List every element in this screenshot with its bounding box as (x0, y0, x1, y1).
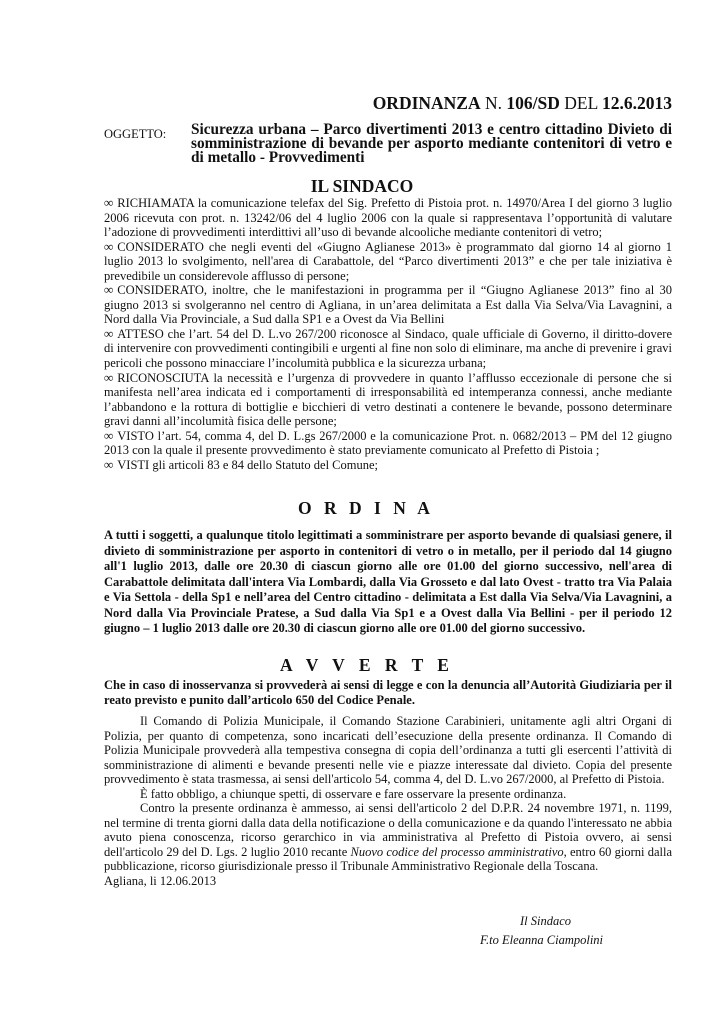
ordinance-title (373, 93, 672, 114)
infinity-bullet-icon: ∞ (104, 238, 114, 254)
subject-label: OGGETTO: (104, 127, 167, 141)
signature-block (480, 912, 603, 950)
code-title-italic: Nuovo codice del processo amministrativo (350, 844, 564, 859)
infinity-bullet-icon: ∞ (104, 456, 114, 472)
appeal-paragraph: Contro la presente ordinanza è ammesso, ai sensi dell'articolo 2 del D.P.R. 24 novembre 1971, n. 1199, nel termine di trenta giorni dalla data della notificazione o della comunicazione e da quando l'interessato ne abbia avuto piena conoscenza, ricorso gerarchico in via amministrativa al Prefetto di Pistoia ovvero, ai sensi dell'articolo 29 del D. Lgs. 2 luglio 2010 recante Nuovo codice del processo amministrativo, entro 60 giorni dalla pubblicazione, ricorso giurisdizionale presso il Tribunale Amministrativo Regionale della Toscana. (104, 801, 672, 873)
infinity-bullet-icon: ∞ (104, 282, 114, 298)
ordina-heading: O R D I N A (298, 498, 434, 518)
premise-item: ∞ VISTO l’art. 54, comma 4, del D. L.gs 267/2000 e la comunicazione Prot. n. 0682/2013 – PM del 12 giugno 2013 con la quale il presente provvedimento è stato previamente comunicato al Prefetto di Pistoia ; (104, 427, 672, 458)
premise-item: ∞ ATTESO che l’art. 54 del D. L.vo 267/200 riconosce al Sindaco, quale ufficiale di Governo, il diritto-dovere di intervenire con provvedimenti contingibili e urgenti al fine non solo di eliminare, ma anche di prevenire i gravi pericoli che possono minacciare l’incolumità pubblica e la sicurezza urbana; (104, 325, 672, 371)
ordinance-label: ORDINANZA (372, 93, 481, 113)
premise-item: ∞ RICHIAMATA la comunicazione telefax del Sig. Prefetto di Pistoia prot. n. 14970/Area I del giorno 3 luglio 2006 ricevuta con prot. n. 13242/06 del 4 luglio 2006 con la quale si rappresentava l’opportunità di valutare l’adozione di provvedimenti interdittivi all’uso di bevande alcooliche mediante contenitori di vetro; (104, 195, 672, 240)
premise-item: ∞ VISTI gli articoli 83 e 84 dello Statuto del Comune; (104, 456, 379, 472)
infinity-bullet-icon: ∞ (104, 427, 114, 443)
closing-section (104, 714, 672, 888)
avverte-text: Che in caso di inosservanza si provvederà ai sensi di legge e con la denuncia all’Autorità Giudiziaria per il reato previsto e punito dall’articolo 650 del Codice Penale. (104, 678, 672, 707)
premise-item: ∞ CONSIDERATO che negli eventi del «Giugno Aglianese 2013» è programmato dal giorno 14 al giorno 1 luglio 2013 lo svolgimento, nell'area di Carabattole, del “Parco divertimenti 2013” e che per tale iniziativa è prevedibile un considerevole afflusso di persone; (104, 238, 672, 283)
subject-text: Sicurezza urbana – Parco divertimenti 2013 e centro cittadino Divieto di somministrazione di bevande per asporto mediante contenitori di vetro e di metallo - Provvedimenti (191, 121, 672, 166)
mayor-heading: IL SINDACO (310, 176, 414, 196)
infinity-bullet-icon: ∞ (104, 369, 114, 385)
enforcement-paragraph: Il Comando di Polizia Municipale, il Comando Stazione Carabinieri, unitamente agli altri Organi di Polizia, per quanto di competenza, sono incaricati dell’esecuzione della presente ordinanza. Il Comando di Polizia Municipale provvederà alla tempestiva consegna di copia dell’ordinanza a tutti gli esercenti l’attività di somministrazione di alimenti e bevande presenti nelle vie e piazze interessate dal divieto. Copia del presente provvedimento è stata trasmessa, ai sensi dell'articolo 54, comma 4, del D. L.vo 267/2000, al Prefetto di Pistoia. (104, 714, 672, 786)
place-date: Agliana, li 12.06.2013 (104, 873, 217, 888)
premise-item: ∞ CONSIDERATO, inoltre, che le manifestazioni in programma per il “Giugno Aglianese 2013” fino al 30 giugno 2013 si svolgeranno nel centro di Agliana, in un’area delimitata a Est dalla Via Selva/Via Lavagnini, a Nord dalla Via Provinciale, a Sud dalla SP1 e a Ovest da Via Bellini (104, 282, 672, 327)
signature-name: F.to Eleanna Ciampolini (480, 933, 604, 947)
signature-role: Il Sindaco (520, 914, 572, 928)
ordinance-del: DEL (564, 93, 598, 113)
ordinance-n-prefix: N. (485, 93, 503, 113)
obligation-paragraph: È fatto obbligo, a chiunque spetti, di osservare e fare osservare la presente ordinanza. (140, 786, 567, 801)
ordinance-number: 106/SD (506, 93, 560, 113)
infinity-bullet-icon: ∞ (104, 195, 114, 210)
premises-list (104, 196, 672, 472)
ordinance-date: 12.6.2013 (602, 93, 672, 113)
ordina-text: A tutti i soggetti, a qualunque titolo legittimati a somministrare per asporto bevande di qualsiasi genere, il divieto di somministrazione per asporto in contenitori di vetro o in metallo, per il periodo dal 14 giugno all'1 luglio 2013, dalle ore 20.30 di ciascun giorno alle ore 01.00 del giorno successivo, nell'area di Carabattole delimitata dall'intera Via Lombardi, dalla Via Grosseto e dal lato Ovest - tratto tra Via Palaia e Via Settola - della Sp1 e nell’area del Centro cittadino - delimitata a Est dalla Via Selva/Via Lavagnini, a Nord dalla Via Provinciale Pratese, a Sud dalla Via Sp1 e a Ovest dalla Via Bellini - per il periodo 12 giugno – 1 luglio 2013 dalle ore 20.30 di ciascun giorno alle ore 01.00 del giorno successivo. (104, 528, 672, 635)
premise-item: ∞ RICONOSCIUTA la necessità e l’urgenza di provvedere in quanto l’afflusso eccezionale di persone che si manifesta nell’area indicata ed i comportamenti di irresponsabilità ed intemperanza connessi, anche mediante l’abbandono e la rottura di bottiglie e bicchieri di vetro destinati a contenere le bevande, possono determinare gravi danni all’incolumità fisica delle persone; (104, 369, 672, 429)
avverte-heading: A V V E R T E (280, 655, 454, 675)
infinity-bullet-icon: ∞ (104, 325, 114, 341)
